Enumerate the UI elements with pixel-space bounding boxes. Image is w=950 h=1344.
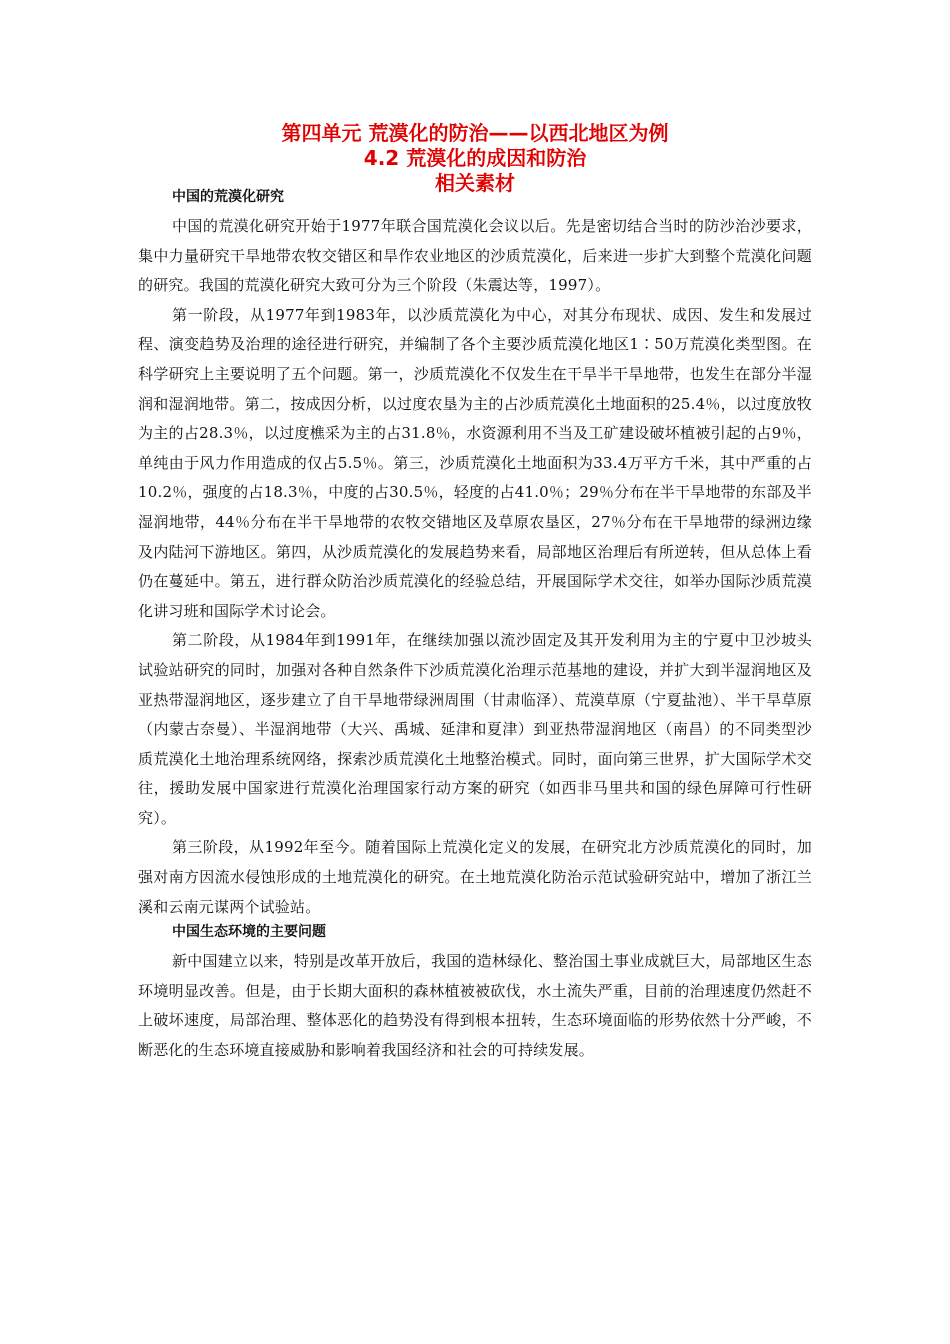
- title-block: [0, 121, 950, 196]
- paragraph: 中国的荒漠化研究开始于1977年联合国荒漠化会议以后。先是密切结合当时的防沙治沙要求，集中力量研究干旱地带农牧交错区和旱作农业地区的沙质荒漠化，后来进一步扩大到整个荒漠化问题的研究。我国的荒漠化研究大致可分为三个阶段（朱震达等，1997）。: [138, 217, 812, 295]
- paragraph: 第三阶段，从1992年至今。随着国际上荒漠化定义的发展，在研究北方沙质荒漠化的同时，加强对南方因流水侵蚀形成的土地荒漠化的研究。在土地荒漠化防治示范试验研究站中，增加了浙江兰溪和云南元谋两个试验站。: [138, 838, 812, 916]
- unit-title: 第四单元 荒漠化的防治——以西北地区为例: [281, 121, 669, 145]
- section-heading: 中国生态环境的主要问题: [172, 924, 326, 941]
- document-body: [138, 187, 812, 1066]
- material-title: 相关素材: [435, 171, 515, 195]
- section-title: 4.2 荒漠化的成因和防治: [363, 146, 587, 170]
- paragraph: 第一阶段，从1977年到1983年，以沙质荒漠化为中心，对其分布现状、成因、发生和发展过程、演变趋势及治理的途径进行研究，并编制了各个主要沙质荒漠化地区1∶50万荒漠化类型图。在科学研究上主要说明了五个问题。第一，沙质荒漠化不仅发生在干旱半干旱地带，也发生在部分半湿润和湿润地带。第二，按成因分析，以过度农垦为主的占沙质荒漠化土地面积的25.4％，以过度放牧为主的占28.3％，以过度樵采为主的占31.8％，水资源利用不当及工矿建设破坏植被引起的占9％，单纯由于风力作用造成的仅占5.5％。第三，沙质荒漠化土地面积为33.4万平方千米，其中严重的占10.2％，强度的占18.3％，中度的占30.5％，轻度的占41.0％；29％分布在半干旱地带的东部及半湿润地带，44％分布在半干旱地带的农牧交错地区及草原农垦区，27％分布在干旱地带的绿洲边缘及内陆河下游地区。第四，从沙质荒漠化的发展趋势来看，局部地区治理后有所逆转，但从总体上看仍在蔓延中。第五，进行群众防治沙质荒漠化的经验总结，开展国际学术交往，如举办国际沙质荒漠化讲习班和国际学术讨论会。: [138, 305, 812, 620]
- section-heading: 中国的荒漠化研究: [172, 189, 284, 205]
- paragraph: 第二阶段，从1984年到1991年，在继续加强以流沙固定及其开发利用为主的宁夏中卫沙坡头试验站研究的同时，加强对各种自然条件下沙质荒漠化治理示范基地的建设，并扩大到半湿润地区及亚热带湿润地区，逐步建立了自干旱地带绿洲周围（甘肃临泽）、荒漠草原（宁夏盐池）、半干旱草原（内蒙古奈曼）、半湿润地带（大兴、禹城、延津和夏津）到亚热带湿润地区（南昌）的不同类型沙质荒漠化土地治理系统网络，探索沙质荒漠化土地整治模式。同时，面向第三世界，扩大国际学术交往，援助发展中国家进行荒漠化治理国家行动方案的研究（如西非马里共和国的绿色屏障可行性研究）。: [138, 631, 812, 827]
- paragraph: 新中国建立以来，特别是改革开放后，我国的造林绿化、整治国土事业成就巨大，局部地区生态环境明显改善。但是，由于长期大面积的森林植被被砍伐，水土流失严重，目前的治理速度仍然赶不上破坏速度，局部治理、整体恶化的趋势没有得到根本扭转，生态环境面临的形势依然十分严峻，不断恶化的生态环境直接威胁和影响着我国经济和社会的可持续发展。: [138, 952, 812, 1060]
